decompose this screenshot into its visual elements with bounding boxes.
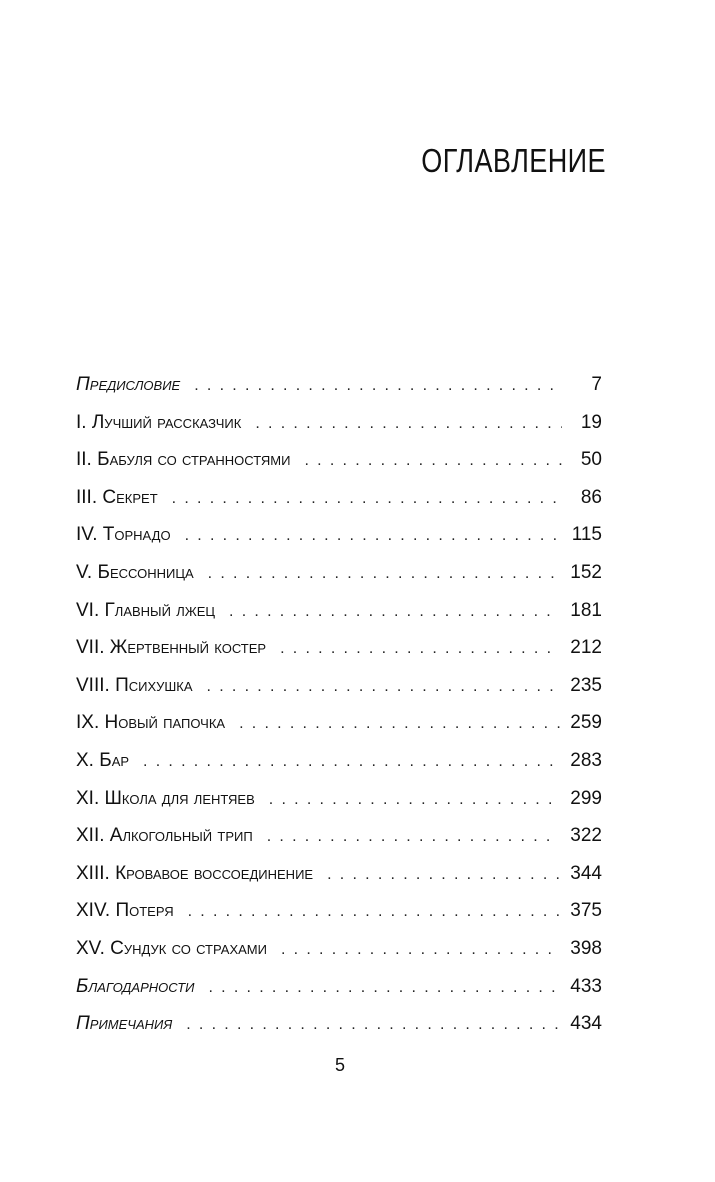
table-of-contents <box>76 366 602 1043</box>
dot-leader <box>186 1006 560 1044</box>
toc-entry-page: 7 <box>591 374 602 395</box>
toc-entry-title: Предисловие <box>76 374 181 395</box>
toc-entry[interactable] <box>76 592 602 630</box>
toc-entry-title: VI. Главный лжец <box>76 599 216 621</box>
toc-entry[interactable] <box>76 704 602 742</box>
toc-entry-page: 322 <box>570 825 602 847</box>
toc-entry[interactable] <box>76 930 602 968</box>
dot-leader <box>229 593 560 631</box>
dot-leader <box>208 969 560 1007</box>
toc-entry-title: X. Бар <box>76 749 130 771</box>
toc-entry-page: 50 <box>580 449 602 471</box>
toc-entry-page: 433 <box>570 975 602 997</box>
toc-entry-title: II. Бабуля со странностями <box>76 449 291 471</box>
toc-entry[interactable] <box>76 780 602 818</box>
toc-entry-page: 375 <box>570 900 602 922</box>
toc-entry-page: 212 <box>570 637 602 659</box>
toc-entry-page: 259 <box>570 712 602 734</box>
toc-entry-title: IV. Торнадо <box>76 524 171 546</box>
toc-entry[interactable] <box>76 855 602 893</box>
toc-entry-title: IX. Новый папочка <box>76 712 226 734</box>
toc-entry-page: 181 <box>570 599 602 621</box>
dot-leader <box>194 367 562 405</box>
dot-leader <box>207 668 561 706</box>
dot-leader <box>267 818 561 856</box>
toc-entry[interactable] <box>76 404 602 442</box>
toc-entry[interactable] <box>76 742 602 780</box>
toc-entry[interactable] <box>76 441 602 479</box>
dot-leader <box>280 630 560 668</box>
page-number: 5 <box>334 1055 345 1075</box>
toc-entry-title: V. Бессонница <box>76 561 194 583</box>
toc-entry-title: XI. Школа для лентяев <box>76 787 255 809</box>
toc-entry[interactable] <box>76 554 602 592</box>
toc-entry[interactable] <box>76 516 602 554</box>
toc-entry[interactable] <box>76 817 602 855</box>
toc-entry-page: 344 <box>570 862 602 884</box>
toc-entry[interactable] <box>76 892 602 930</box>
toc-entry[interactable] <box>76 1005 602 1043</box>
toc-entry-title: Благодарности <box>76 975 195 997</box>
page-title: ОГЛАВЛЕНИЕ <box>421 142 606 179</box>
toc-entry[interactable] <box>76 968 602 1006</box>
dot-leader <box>255 405 562 443</box>
dot-leader <box>208 555 561 593</box>
dot-leader <box>172 480 562 518</box>
dot-leader <box>143 743 560 781</box>
toc-entry-page: 434 <box>570 1013 602 1035</box>
toc-entry-page: 152 <box>570 561 602 583</box>
dot-leader <box>185 517 562 555</box>
toc-entry-title: VIII. Психушка <box>76 674 193 696</box>
dot-leader <box>239 705 560 743</box>
toc-entry-page: 398 <box>570 937 602 959</box>
toc-entry[interactable] <box>76 629 602 667</box>
dot-leader <box>327 856 560 894</box>
toc-entry-page: 19 <box>580 411 602 433</box>
toc-entry-title: XV. Сундук со страхами <box>76 937 267 959</box>
toc-entry-title: Примечания <box>76 1013 173 1035</box>
toc-entry-title: I. Лучший рассказчик <box>76 411 242 433</box>
toc-entry-page: 86 <box>580 486 602 508</box>
toc-entry-title: VII. Жертвенный костер <box>76 637 267 659</box>
toc-entry-title: III. Секрет <box>76 486 158 508</box>
dot-leader <box>188 893 561 931</box>
toc-entry[interactable] <box>76 667 602 705</box>
dot-leader <box>269 781 561 819</box>
toc-entry-title: XIV. Потеря <box>76 900 174 922</box>
toc-entry-page: 115 <box>571 524 602 546</box>
toc-entry[interactable] <box>76 479 602 517</box>
toc-entry-page: 299 <box>570 787 602 809</box>
toc-entry-page: 235 <box>570 674 602 696</box>
toc-entry-title: XIII. Кровавое воссоединение <box>76 862 314 884</box>
toc-entry-page: 283 <box>570 749 602 771</box>
toc-entry-title: XII. Алкогольный трип <box>76 825 253 847</box>
toc-entry[interactable] <box>76 366 602 404</box>
dot-leader <box>304 442 562 480</box>
dot-leader <box>281 931 560 969</box>
